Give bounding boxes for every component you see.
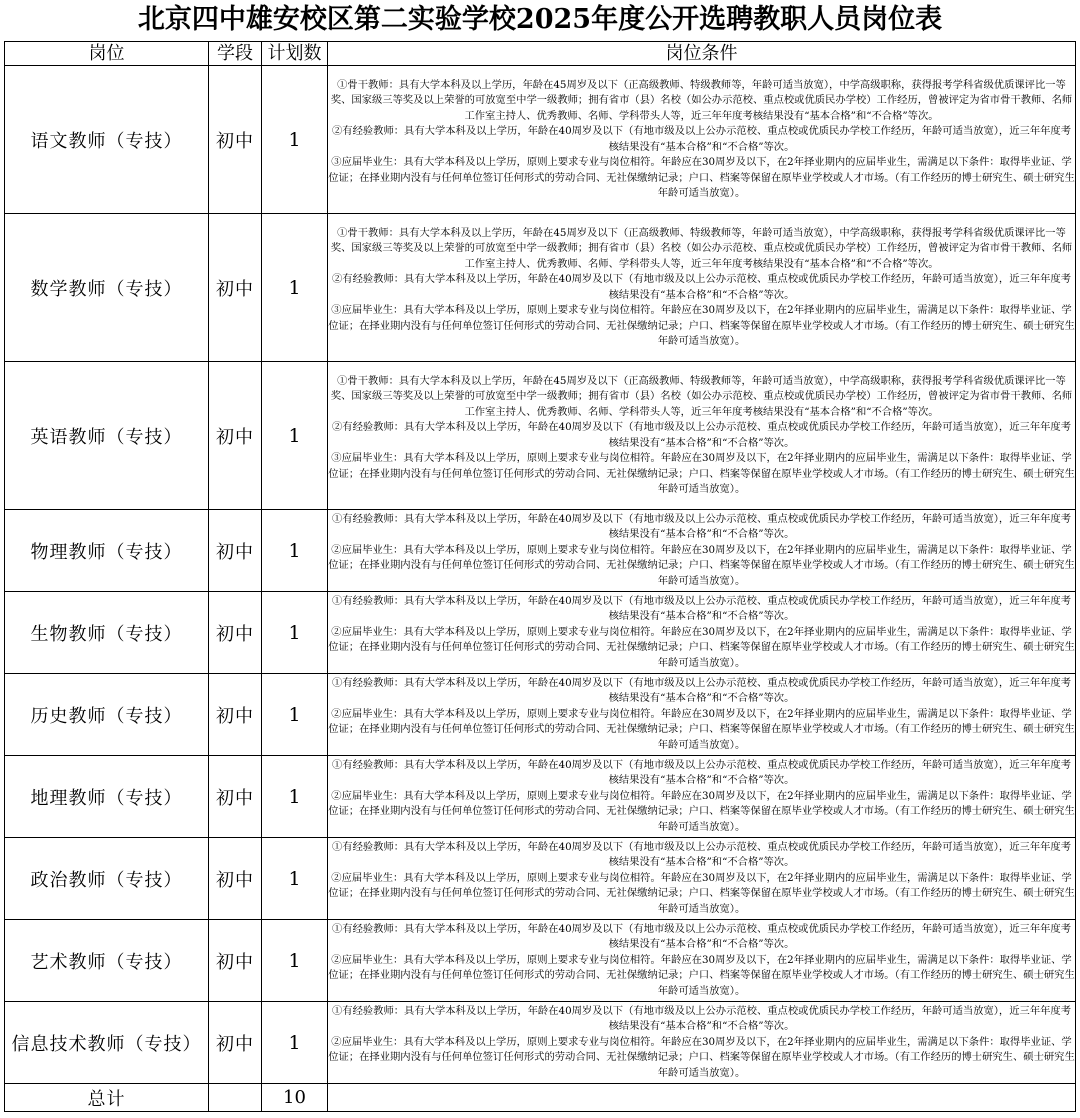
- condition-item: ②有经验教师：具有大学本科及以上学历，年龄在40周岁及以下（有地市级及以上公办示范校、重点校或优质民办学校工作经历，年龄可适当放宽），近三年年度考核结果没有“基本合格”和“不合格”等次。: [331, 125, 1072, 153]
- conditions-cell: [328, 1002, 1076, 1084]
- stage-cell: 初中: [209, 592, 262, 674]
- count-cell: 1: [262, 510, 328, 592]
- count-cell: 1: [262, 838, 328, 920]
- conditions-cell: [328, 362, 1076, 510]
- position-cell: 英语教师（专技）: [5, 362, 209, 510]
- condition-item: ①有经验教师：具有大学本科及以上学历，年龄在40周岁及以下（有地市级及以上公办示范校、重点校或优质民办学校工作经历，年龄可适当放宽），近三年年度考核结果没有“基本合格”和“不合格”等次。: [331, 512, 1072, 541]
- count-cell: 1: [262, 214, 328, 362]
- condition-item: ②应届毕业生：具有大学本科及以上学历，原则上要求专业与岗位相符。年龄应在30周岁及以下，在2年择业期内的应届毕业生，需满足以下条件：取得毕业证、学位证；在择业期内没有与任何单位签订任何形式的劳动合同、无社保缴纳记录；户口、档案等保留在原毕业学校或人才市场。（有工作经历的博士研究生、硕士研究生年龄可适当放宽）。: [328, 871, 1075, 915]
- total-label: 总计: [5, 1084, 209, 1112]
- conditions-cell: [328, 920, 1076, 1002]
- positions-table: [4, 41, 1076, 1112]
- header-position: 岗位: [5, 42, 209, 66]
- table-row: [5, 1002, 1076, 1084]
- condition-item: ①骨干教师：具有大学本科及以上学历，年龄在45周岁及以下（正高级教师、特级教师等，年龄可适当放宽），中学高级职称，获得报考学科省级优质课评比一等奖、国家级三等奖及以上荣誉的可放宽至中学一级教师；拥有省市（县）名校（如公办示范校、重点校或优质民办学校）工作经历，曾被评定为省市骨干教师、名师工作室主持人、优秀教师、名师、学科带头人等，近三年年度考核结果没有“基本合格”和“不合格”等次。: [330, 374, 1073, 418]
- condition-item: ②应届毕业生：具有大学本科及以上学历，原则上要求专业与岗位相符。年龄应在30周岁及以下，在2年择业期内的应届毕业生，需满足以下条件：取得毕业证、学位证；在择业期内没有与任何单位签订任何形式的劳动合同、无社保缴纳记录；户口、档案等保留在原毕业学校或人才市场。（有工作经历的博士研究生、硕士研究生年龄可适当放宽）。: [328, 543, 1075, 587]
- conditions-cell: [328, 756, 1076, 838]
- position-cell: 地理教师（专技）: [5, 756, 209, 838]
- table-row: [5, 510, 1076, 592]
- table-row: [5, 756, 1076, 838]
- condition-item: ①有经验教师：具有大学本科及以上学历，年龄在40周岁及以下（有地市级及以上公办示范校、重点校或优质民办学校工作经历，年龄可适当放宽），近三年年度考核结果没有“基本合格”和“不合格”等次。: [331, 676, 1072, 705]
- total-stage: [209, 1084, 262, 1112]
- page-title: 北京四中雄安校区第二实验学校2025年度公开选聘教职人员岗位表: [137, 4, 943, 35]
- condition-item: ①有经验教师：具有大学本科及以上学历，年龄在40周岁及以下（有地市级及以上公办示范校、重点校或优质民办学校工作经历，年龄可适当放宽），近三年年度考核结果没有“基本合格”和“不合格”等次。: [331, 758, 1072, 787]
- count-cell: 1: [262, 920, 328, 1002]
- position-cell: 数学教师（专技）: [5, 214, 209, 362]
- position-cell: 生物教师（专技）: [5, 592, 209, 674]
- count-cell: 1: [262, 362, 328, 510]
- condition-item: ①有经验教师：具有大学本科及以上学历，年龄在40周岁及以下（有地市级及以上公办示范校、重点校或优质民办学校工作经历，年龄可适当放宽），近三年年度考核结果没有“基本合格”和“不合格”等次。: [331, 840, 1072, 869]
- conditions-cell: [328, 510, 1076, 592]
- table-row: [5, 362, 1076, 510]
- count-cell: 1: [262, 592, 328, 674]
- position-cell: 政治教师（专技）: [5, 838, 209, 920]
- condition-item: ①有经验教师：具有大学本科及以上学历，年龄在40周岁及以下（有地市级及以上公办示范校、重点校或优质民办学校工作经历，年龄可适当放宽），近三年年度考核结果没有“基本合格”和“不合格”等次。: [331, 1004, 1072, 1033]
- stage-cell: 初中: [209, 756, 262, 838]
- condition-item: ②有经验教师：具有大学本科及以上学历，年龄在40周岁及以下（有地市级及以上公办示范校、重点校或优质民办学校工作经历，年龄可适当放宽），近三年年度考核结果没有“基本合格”和“不合格”等次。: [331, 273, 1072, 301]
- condition-item: ③应届毕业生：具有大学本科及以上学历，原则上要求专业与岗位相符。年龄应在30周岁及以下，在2年择业期内的应届毕业生，需满足以下条件：取得毕业证、学位证；在择业期内没有与任何单位签订任何形式的劳动合同、无社保缴纳记录；户口、档案等保留在原毕业学校或人才市场。（有工作经历的博士研究生、硕士研究生年龄可适当放宽）。: [328, 304, 1075, 347]
- stage-cell: 初中: [209, 674, 262, 756]
- table-row: [5, 838, 1076, 920]
- header-conditions: 岗位条件: [328, 42, 1076, 66]
- stage-cell: 初中: [209, 920, 262, 1002]
- table-row: [5, 592, 1076, 674]
- count-cell: 1: [262, 66, 328, 214]
- conditions-cell: [328, 592, 1076, 674]
- conditions-cell: [328, 66, 1076, 214]
- position-cell: 艺术教师（专技）: [5, 920, 209, 1002]
- condition-item: ①有经验教师：具有大学本科及以上学历，年龄在40周岁及以下（有地市级及以上公办示范校、重点校或优质民办学校工作经历，年龄可适当放宽），近三年年度考核结果没有“基本合格”和“不合格”等次。: [331, 594, 1072, 623]
- total-conditions: [328, 1084, 1076, 1112]
- position-cell: 历史教师（专技）: [5, 674, 209, 756]
- condition-item: ①有经验教师：具有大学本科及以上学历，年龄在40周岁及以下（有地市级及以上公办示范校、重点校或优质民办学校工作经历，年龄可适当放宽），近三年年度考核结果没有“基本合格”和“不合格”等次。: [331, 922, 1072, 951]
- table-row: [5, 674, 1076, 756]
- header-stage: 学段: [209, 42, 262, 66]
- conditions-cell: [328, 214, 1076, 362]
- stage-cell: 初中: [209, 1002, 262, 1084]
- stage-cell: 初中: [209, 214, 262, 362]
- condition-item: ②应届毕业生：具有大学本科及以上学历，原则上要求专业与岗位相符。年龄应在30周岁及以下，在2年择业期内的应届毕业生，需满足以下条件：取得毕业证、学位证；在择业期内没有与任何单位签订任何形式的劳动合同、无社保缴纳记录；户口、档案等保留在原毕业学校或人才市场。（有工作经历的博士研究生、硕士研究生年龄可适当放宽）。: [328, 625, 1075, 669]
- position-cell: 语文教师（专技）: [5, 66, 209, 214]
- condition-item: ①骨干教师：具有大学本科及以上学历，年龄在45周岁及以下（正高级教师、特级教师等，年龄可适当放宽），中学高级职称，获得报考学科省级优质课评比一等奖、国家级三等奖及以上荣誉的可放宽至中学一级教师；拥有省市（县）名校（如公办示范校、重点校或优质民办学校）工作经历，曾被评定为省市骨干教师、名师工作室主持人、优秀教师、名师、学科带头人等，近三年年度考核结果没有“基本合格”和“不合格”等次。: [330, 78, 1073, 122]
- stage-cell: 初中: [209, 362, 262, 510]
- conditions-cell: [328, 674, 1076, 756]
- condition-item: ③应届毕业生：具有大学本科及以上学历，原则上要求专业与岗位相符。年龄应在30周岁及以下，在2年择业期内的应届毕业生，需满足以下条件：取得毕业证、学位证；在择业期内没有与任何单位签订任何形式的劳动合同、无社保缴纳记录；户口、档案等保留在原毕业学校或人才市场。（有工作经历的博士研究生、硕士研究生年龄可适当放宽）。: [328, 452, 1075, 495]
- position-cell: 信息技术教师（专技）: [5, 1002, 209, 1084]
- condition-item: ②应届毕业生：具有大学本科及以上学历，原则上要求专业与岗位相符。年龄应在30周岁及以下，在2年择业期内的应届毕业生，需满足以下条件：取得毕业证、学位证；在择业期内没有与任何单位签订任何形式的劳动合同、无社保缴纳记录；户口、档案等保留在原毕业学校或人才市场。（有工作经历的博士研究生、硕士研究生年龄可适当放宽）。: [328, 953, 1075, 997]
- header-count: 计划数: [262, 42, 328, 66]
- table-row: [5, 920, 1076, 1002]
- count-cell: 1: [262, 1002, 328, 1084]
- condition-item: ②有经验教师：具有大学本科及以上学历，年龄在40周岁及以下（有地市级及以上公办示范校、重点校或优质民办学校工作经历，年龄可适当放宽），近三年年度考核结果没有“基本合格”和“不合格”等次。: [331, 421, 1072, 449]
- stage-cell: 初中: [209, 838, 262, 920]
- table-row: [5, 214, 1076, 362]
- total-row: [5, 1084, 1076, 1112]
- stage-cell: 初中: [209, 510, 262, 592]
- stage-cell: 初中: [209, 66, 262, 214]
- count-cell: 1: [262, 674, 328, 756]
- table-header-row: [5, 42, 1076, 66]
- conditions-cell: [328, 838, 1076, 920]
- position-cell: 物理教师（专技）: [5, 510, 209, 592]
- condition-item: ②应届毕业生：具有大学本科及以上学历，原则上要求专业与岗位相符。年龄应在30周岁及以下，在2年择业期内的应届毕业生，需满足以下条件：取得毕业证、学位证；在择业期内没有与任何单位签订任何形式的劳动合同、无社保缴纳记录；户口、档案等保留在原毕业学校或人才市场。（有工作经历的博士研究生、硕士研究生年龄可适当放宽）。: [328, 707, 1075, 751]
- condition-item: ③应届毕业生：具有大学本科及以上学历，原则上要求专业与岗位相符。年龄应在30周岁及以下，在2年择业期内的应届毕业生，需满足以下条件：取得毕业证、学位证；在择业期内没有与任何单位签订任何形式的劳动合同、无社保缴纳记录；户口、档案等保留在原毕业学校或人才市场。（有工作经历的博士研究生、硕士研究生年龄可适当放宽）。: [328, 156, 1075, 199]
- table-row: [5, 66, 1076, 214]
- condition-item: ①骨干教师：具有大学本科及以上学历，年龄在45周岁及以下（正高级教师、特级教师等，年龄可适当放宽），中学高级职称，获得报考学科省级优质课评比一等奖、国家级三等奖及以上荣誉的可放宽至中学一级教师；拥有省市（县）名校（如公办示范校、重点校或优质民办学校）工作经历，曾被评定为省市骨干教师、名师工作室主持人、优秀教师、名师、学科带头人等，近三年年度考核结果没有“基本合格”和“不合格”等次。: [330, 226, 1073, 270]
- total-count: 10: [262, 1084, 328, 1112]
- condition-item: ②应届毕业生：具有大学本科及以上学历，原则上要求专业与岗位相符。年龄应在30周岁及以下，在2年择业期内的应届毕业生，需满足以下条件：取得毕业证、学位证；在择业期内没有与任何单位签订任何形式的劳动合同、无社保缴纳记录；户口、档案等保留在原毕业学校或人才市场。（有工作经历的博士研究生、硕士研究生年龄可适当放宽）。: [328, 789, 1075, 833]
- count-cell: 1: [262, 756, 328, 838]
- condition-item: ②应届毕业生：具有大学本科及以上学历，原则上要求专业与岗位相符。年龄应在30周岁及以下，在2年择业期内的应届毕业生，需满足以下条件：取得毕业证、学位证；在择业期内没有与任何单位签订任何形式的劳动合同、无社保缴纳记录；户口、档案等保留在原毕业学校或人才市场。（有工作经历的博士研究生、硕士研究生年龄可适当放宽）。: [328, 1035, 1075, 1079]
